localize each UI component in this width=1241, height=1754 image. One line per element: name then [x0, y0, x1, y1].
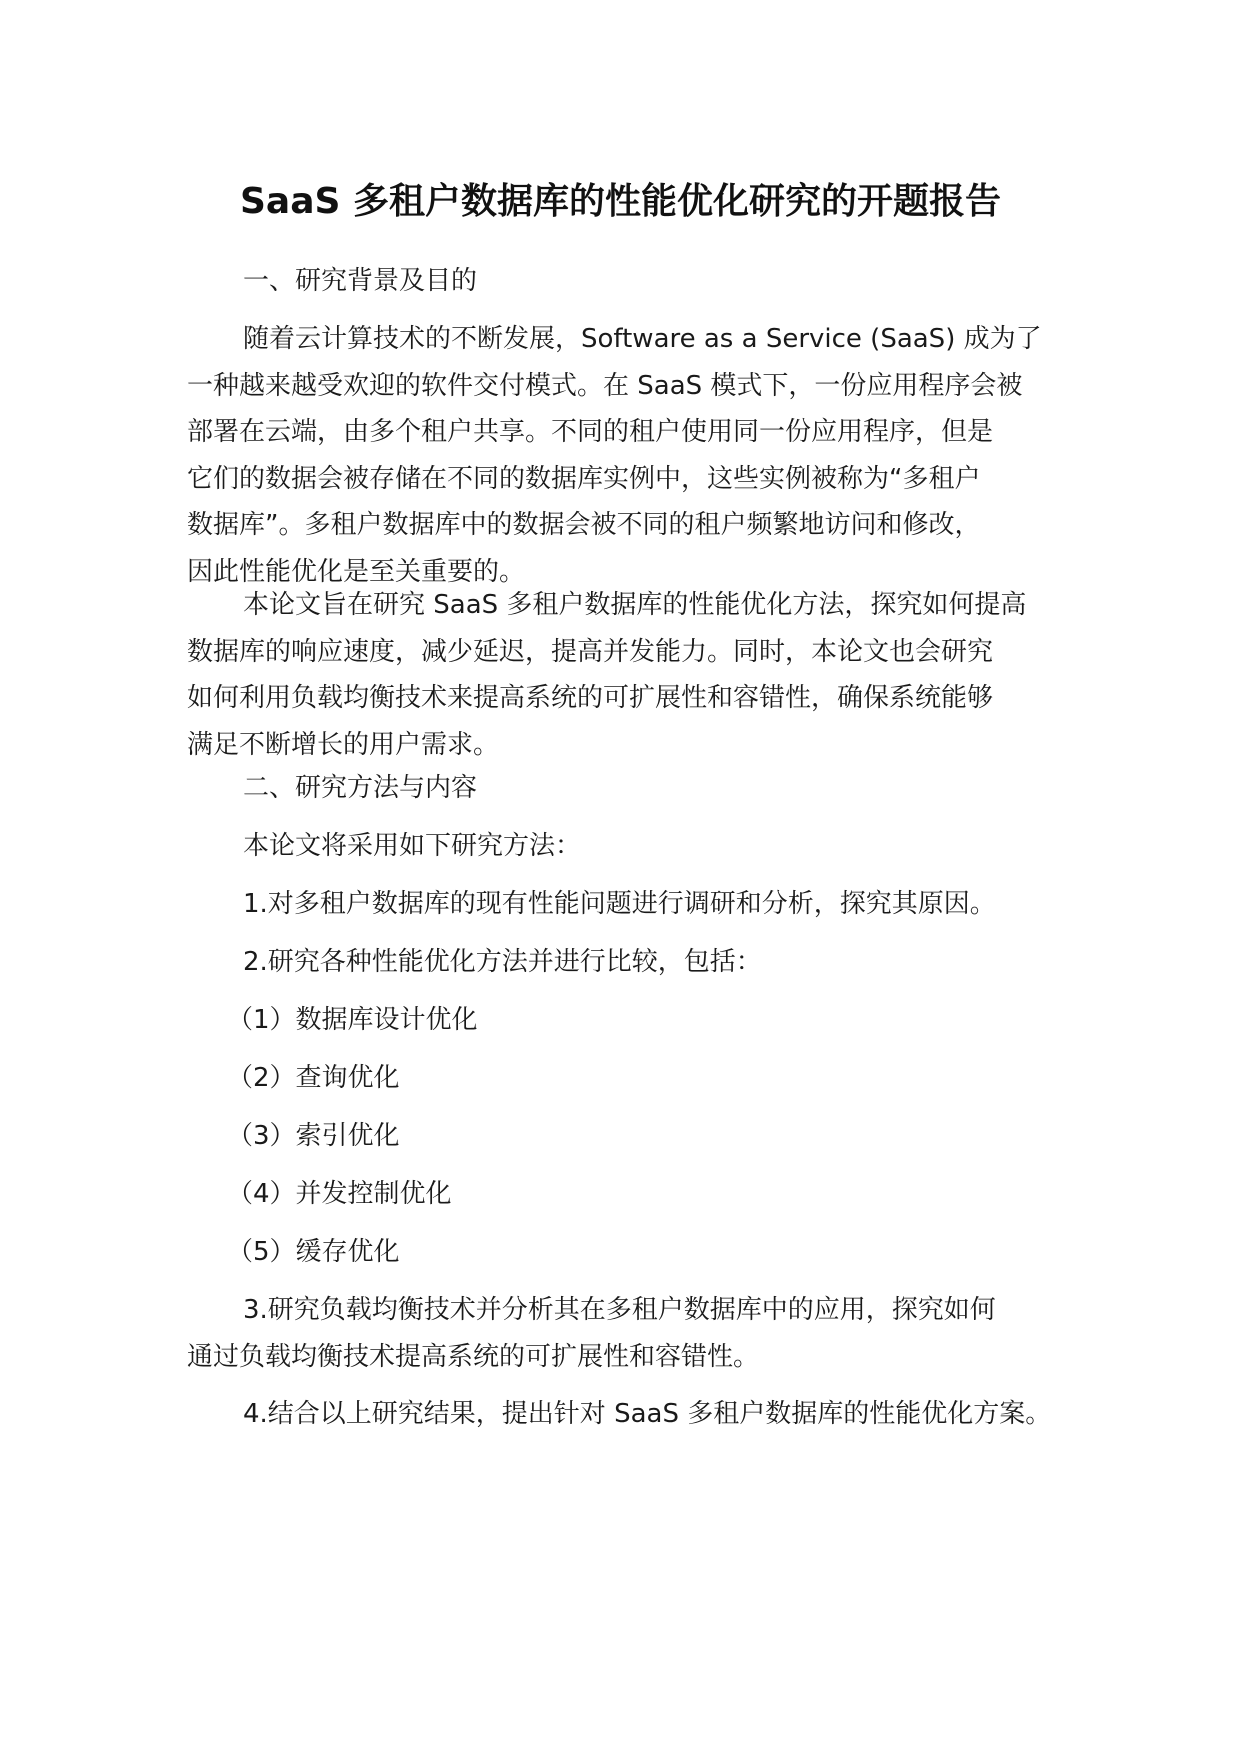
- paragraph-line: 数据库的响应速度，减少延迟，提高并发能力。同时，本论文也会研究: [187, 636, 994, 667]
- paragraph-line: 通过负载均衡技术提高系统的可扩展性和容错性。: [187, 1341, 760, 1372]
- paragraph-line: 因此性能优化是至关重要的。: [187, 556, 526, 587]
- sub-item: （4）并发控制优化: [227, 1179, 452, 1209]
- paragraph-line: 一种越来越受欢迎的软件交付模式。在 SaaS 模式下，一份应用程序会被: [187, 370, 1023, 401]
- document-title: SaaS 多租户数据库的性能优化研究的开题报告: [240, 181, 1001, 222]
- paragraph-line: 如何利用负载均衡技术来提高系统的可扩展性和容错性，确保系统能够: [187, 683, 994, 713]
- sub-item: （5）缓存优化: [227, 1237, 400, 1267]
- paragraph-line: 它们的数据会被存储在不同的数据库实例中，这些实例被称为“多租户: [187, 463, 981, 494]
- paragraph-line: 3.研究负载均衡技术并分析其在多租户数据库中的应用，探究如何: [243, 1295, 996, 1325]
- paragraph-line: 数据库”。多租户数据库中的数据会被不同的租户频繁地访问和修改，: [187, 510, 981, 540]
- section-heading-methods: 二、研究方法与内容: [243, 773, 478, 803]
- method-item-2: 2.研究各种性能优化方法并进行比较，包括：: [243, 947, 762, 977]
- paragraph-line: 随着云计算技术的不断发展，Software as a Service (SaaS) 成为了: [243, 324, 1042, 354]
- sub-item: （1）数据库设计优化: [227, 1005, 478, 1035]
- sub-item: （3）索引优化: [227, 1121, 400, 1151]
- sub-item: （2）查询优化: [227, 1063, 400, 1093]
- method-item-1: 1.对多租户数据库的现有性能问题进行调研和分析，探究其原因。: [243, 889, 996, 919]
- paragraph-background: [187, 316, 1057, 595]
- methods-intro: 本论文将采用如下研究方法：: [243, 831, 582, 861]
- section-heading-background: 一、研究背景及目的: [243, 266, 478, 296]
- paragraph-line: 满足不断增长的用户需求。: [187, 729, 500, 760]
- paragraph-line: 本论文旨在研究 SaaS 多租户数据库的性能优化方法，探究如何提高: [243, 590, 1027, 620]
- method-item-3: [187, 1287, 1057, 1380]
- paragraph-objectives: [187, 582, 1057, 768]
- method-item-4: 4.结合以上研究结果，提出针对 SaaS 多租户数据库的性能优化方案。: [243, 1399, 1052, 1429]
- paragraph-line: 部署在云端，由多个租户共享。不同的租户使用同一份应用程序，但是: [187, 417, 994, 447]
